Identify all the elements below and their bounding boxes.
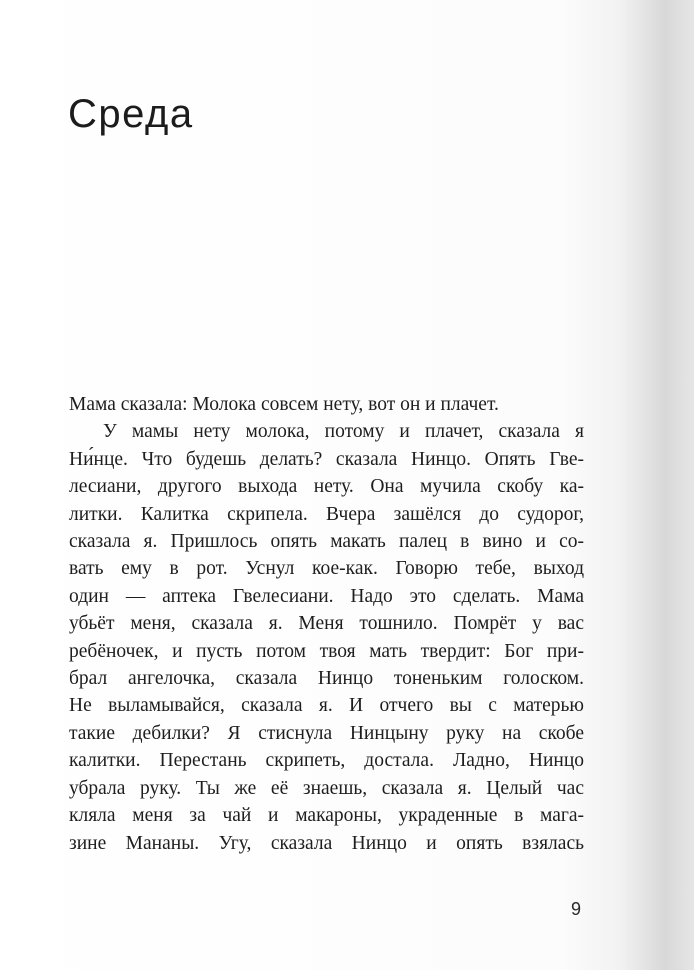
text-line: Ни́нце. Что будешь делать? сказала Нинцо. Опять Гве- [69,448,584,470]
text-line: убрала руку. Ты же её знаешь, сказала я. Целый час [69,777,584,799]
text-line: калитки. Перестань скрипеть, достала. Ладно, Нинцо [69,750,584,772]
text-line: сказала я. Пришлось опять макать палец в вино и со- [69,531,584,553]
text-line: литки. Калитка скрипела. Вчера зашёлся до судорог, [69,503,584,525]
text-line: ребёночек, и пусть потом твоя мать твердит: Бог при- [69,640,584,662]
text-line: один — аптека Гвелесиани. Надо это сделать. Мама [69,585,584,607]
text-line: Не выламывайся, сказала я. И отчего вы с матерью [69,695,584,717]
text-line: зине Мананы. Угу, сказала Нинцо и опять взялась [69,832,584,854]
text-line: лесиани, другого выхода нету. Она мучила скобу ка- [69,476,584,498]
page-number: 9 [571,899,582,919]
text-line: кляла меня за чай и макароны, украденные в мага- [69,805,584,827]
text-line: Мама сказала: Молока совсем нету, вот он и плачет. [69,394,499,415]
text-line: убьёт меня, сказала я. Меня тошнило. Помрёт у вас [69,613,584,635]
body-text [69,391,584,857]
text-line: брал ангелочка, сказала Нинцо тоненьким голоском. [69,668,584,690]
text-line: У мамы нету молока, потому и плачет, сказала я [103,421,584,443]
chapter-title: Среда [68,92,194,136]
text-line: вать ему в рот. Уснул кое-как. Говорю тебе, выход [69,558,584,580]
text-line: такие дебилки? Я стиснула Нинцыну руку на скобе [69,722,584,744]
